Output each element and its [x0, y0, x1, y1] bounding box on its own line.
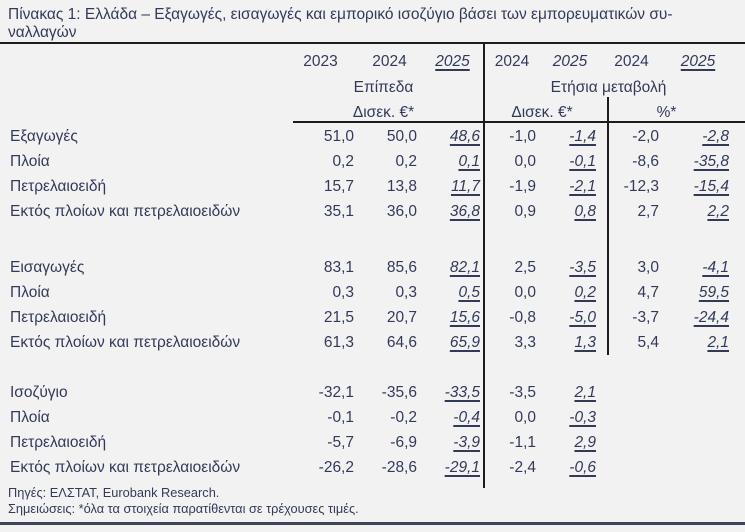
cell-value: -12,3	[623, 178, 659, 195]
cell-value: -2,4	[509, 459, 536, 476]
cell-value: 1,3	[574, 334, 596, 351]
header-spacer	[8, 100, 283, 125]
cell-value: 0,3	[332, 284, 354, 301]
cell-value	[600, 430, 663, 455]
cell-value: -0,4	[453, 409, 480, 426]
cell-value: 65,9	[449, 334, 480, 351]
table-row	[8, 305, 733, 330]
cell-value: -2,0	[632, 128, 659, 145]
cell-value: 59,5	[698, 284, 729, 301]
cell-value: -33,5	[444, 384, 480, 401]
cell-value: -3,5	[569, 259, 596, 276]
cell-value: -24,4	[693, 309, 729, 326]
cell-value: 0,5	[458, 284, 480, 301]
cell-value: -3,7	[632, 309, 659, 326]
cell-value: 3,3	[514, 334, 536, 351]
cell-value: -1,4	[569, 128, 596, 145]
group-header-row	[8, 76, 733, 100]
cell-value: -0,1	[327, 409, 354, 426]
cell-value: 2,1	[574, 384, 596, 401]
cell-value: -4,1	[702, 259, 729, 276]
cell-value: -6,9	[390, 434, 417, 451]
row-label: Εξαγωγές	[10, 128, 78, 145]
cell-value: 83,1	[323, 259, 354, 276]
cell-value: -5,7	[327, 434, 354, 451]
table-footer	[8, 485, 359, 517]
cell-value: -8,6	[632, 153, 659, 170]
cell-value: 4,7	[637, 284, 659, 301]
year-header-2025-levels: 2025	[435, 53, 470, 70]
row-label: Εκτός πλοίων και πετρελαιοειδών	[10, 203, 241, 220]
cell-value: -0,2	[390, 409, 417, 426]
cell-value: 11,7	[450, 178, 480, 195]
table-row	[8, 455, 733, 480]
cell-value: 15,7	[323, 178, 354, 195]
cell-value: 21,5	[323, 309, 354, 326]
row-label: Πλοία	[10, 284, 50, 301]
row-label: Πετρελαιοειδή	[10, 434, 107, 451]
cell-value: 3,0	[637, 259, 659, 276]
unit-header-levels-eur-bn: Δισεκ. €*	[352, 104, 415, 121]
cell-value: 48,6	[449, 128, 480, 145]
cell-value	[663, 405, 733, 430]
cell-value: -0,6	[569, 459, 596, 476]
cell-value: 0,8	[574, 203, 596, 220]
cell-value: 5,4	[637, 334, 659, 351]
cell-value: 50,0	[386, 128, 417, 145]
cell-value: 2,5	[514, 259, 536, 276]
row-label: Εκτός πλοίων και πετρελαιοειδών	[10, 459, 241, 476]
cell-value: 0,2	[574, 284, 596, 301]
title-rule	[0, 42, 745, 44]
cell-value	[663, 455, 733, 480]
cell-value: 0,3	[395, 284, 417, 301]
cell-value: 20,7	[386, 309, 417, 326]
cell-value	[663, 380, 733, 405]
cell-value: 36,8	[449, 203, 480, 220]
cell-value: -26,2	[318, 459, 354, 476]
year-header-2023-levels: 2023	[303, 53, 338, 70]
footer-sources: Πηγές: ΕΛΣΤΑΤ, Eurobank Research.	[8, 485, 220, 500]
cell-value: 35,1	[323, 203, 354, 220]
table-row	[8, 330, 733, 355]
year-header-2024-levels: 2024	[372, 53, 407, 70]
cell-value: 0,0	[514, 409, 536, 426]
balance-block	[8, 380, 733, 480]
cell-value: -35,8	[693, 153, 729, 170]
cell-value: -0,3	[569, 409, 596, 426]
table-row	[8, 149, 733, 174]
cell-value: -1,9	[509, 178, 536, 195]
table-row	[8, 124, 733, 149]
table-row	[8, 430, 733, 455]
cell-value: 2,1	[707, 334, 729, 351]
table-row	[8, 255, 733, 280]
row-label: Εκτός πλοίων και πετρελαιοειδών	[10, 334, 241, 351]
cell-value: -28,6	[381, 459, 417, 476]
cell-value: 13,8	[386, 178, 417, 195]
unit-header-change-pct: %*	[656, 104, 677, 121]
table-row	[8, 199, 733, 224]
group-header-annual-change: Ετήσια μεταβολή	[550, 79, 667, 96]
cell-value	[663, 430, 733, 455]
year-header-2024-change-pct: 2024	[614, 53, 649, 70]
cell-value: -5,0	[569, 309, 596, 326]
table-row	[8, 174, 733, 199]
cell-value: -1,0	[509, 128, 536, 145]
cell-value: -0,8	[509, 309, 536, 326]
unit-header-row	[8, 100, 733, 125]
table-title-line1: Πίνακας 1: Ελλάδα – Εξαγωγές, εισαγωγές και εμπορικό ισοζύγιο βάσει των εμπορευματικών συ-	[8, 6, 673, 23]
cell-value: 85,6	[386, 259, 417, 276]
row-label: Εισαγωγές	[10, 259, 85, 276]
cell-value: 2,2	[707, 203, 729, 220]
row-label: Πετρελαιοειδή	[10, 178, 107, 195]
bottom-rule	[0, 522, 745, 525]
cell-value	[600, 455, 663, 480]
cell-value: 2,9	[574, 434, 596, 451]
cell-value: 2,7	[637, 203, 659, 220]
cell-value	[600, 405, 663, 430]
cell-value: -2,8	[702, 128, 729, 145]
year-header-2024-change-eur: 2024	[494, 53, 530, 70]
cell-value: 0,2	[332, 153, 354, 170]
header-spacer	[8, 48, 283, 76]
row-label: Πλοία	[10, 409, 50, 426]
group-header-levels: Επίπεδα	[353, 79, 414, 96]
cell-value: -3,5	[509, 384, 536, 401]
cell-value: -0,1	[569, 153, 596, 170]
cell-value: 0,1	[458, 153, 480, 170]
cell-value: -32,1	[318, 384, 354, 401]
year-header-2025-change-eur: 2025	[552, 53, 588, 70]
cell-value: 64,6	[386, 334, 417, 351]
exports-block	[8, 124, 733, 224]
cell-value: 51,0	[323, 128, 354, 145]
footer-notes: Σημειώσεις: *όλα τα στοιχεία παρατίθενται σε τρέχουσες τιμές.	[8, 501, 359, 516]
cell-value: -2,1	[569, 178, 596, 195]
table-header	[8, 48, 733, 125]
table-row	[8, 380, 733, 405]
cell-value: 0,0	[514, 284, 536, 301]
cell-value: 61,3	[323, 334, 354, 351]
header-spacer	[8, 76, 283, 100]
cell-value: -35,6	[381, 384, 417, 401]
cell-value: -1,1	[509, 434, 536, 451]
cell-value: -29,1	[444, 459, 480, 476]
row-label: Πλοία	[10, 153, 50, 170]
table-title	[8, 6, 742, 42]
row-label: Πετρελαιοειδή	[10, 309, 107, 326]
cell-value: 82,1	[449, 259, 480, 276]
cell-value: 0,2	[395, 153, 417, 170]
row-label: Ισοζύγιο	[10, 384, 68, 401]
table-row	[8, 280, 733, 305]
cell-value: 0,9	[514, 203, 536, 220]
year-header-2025-change-pct: 2025	[680, 53, 716, 70]
table-title-line2: ναλλαγών	[8, 24, 77, 41]
cell-value: -15,4	[693, 178, 729, 195]
cell-value: 36,0	[386, 203, 417, 220]
imports-block	[8, 255, 733, 355]
cell-value: 0,0	[514, 153, 536, 170]
cell-value	[600, 380, 663, 405]
unit-header-change-eur-bn: Δισεκ. €*	[511, 104, 573, 121]
table-row	[8, 405, 733, 430]
year-header-row	[8, 48, 733, 76]
cell-value: -3,9	[453, 434, 480, 451]
cell-value: 15,6	[449, 309, 480, 326]
